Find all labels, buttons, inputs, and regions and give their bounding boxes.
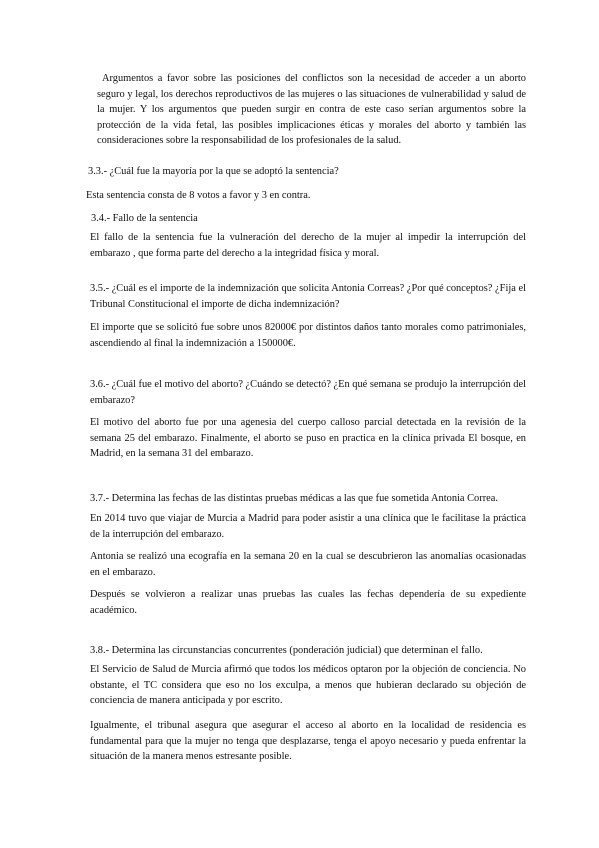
question-3-6: 3.6.- ¿Cuál fue el motivo del aborto? ¿Cuándo se detectó? ¿En qué semana se produjo la interrupción del embarazo?: [90, 379, 526, 406]
answer-3-4: El fallo de la sentencia fue la vulneración del derecho de la mujer al impedir la interrupción del embarazo , que forma parte del derecho a la integridad física y moral.: [90, 232, 526, 259]
answer-3-5: El importe que se solicitó fue sobre unos 82000€ por distintos daños tanto morales como patrimoniales, ascendiendo al final la indemnización a 150000€.: [90, 322, 526, 349]
question-3-7: 3.7.- Determina las fechas de las distintas pruebas médicas a las que fue sometida Antonia Correa.: [90, 493, 498, 504]
answer-3-7-paragraph-3: Después se volvieron a realizar unas pruebas las cuales las fechas dependería de su expediente académico.: [90, 589, 526, 616]
intro-paragraph: Argumentos a favor sobre las posiciones del conflictos son la necesidad de acceder a un aborto seguro y legal, los derechos reproductivos de las mujeres o las situaciones de vulnerabilidad y salud de la mujer. Y los argumentos que pueden surgir en contra de este caso serían argumentos sobre la protección de la vida fetal, las posibles implicaciones éticas y morales del aborto y también las consideraciones sobre la responsabilidad de los profesionales de la salud.: [97, 73, 526, 146]
answer-3-3: Esta sentencia consta de 8 votos a favor y 3 en contra.: [86, 190, 311, 201]
answer-3-8-paragraph-2: Igualmente, el tribunal asegura que asegurar el acceso al aborto en la localidad de residencia es fundamental para que la mujer no tenga que desplazarse, tenga el apoyo necesario y pueda enfrentar la situación de la manera menos estresante posible.: [90, 720, 526, 762]
question-3-3: 3.3.- ¿Cuál fue la mayoría por la que se adoptó la sentencia?: [88, 166, 339, 177]
heading-3-4: 3.4.- Fallo de la sentencia: [91, 213, 198, 224]
answer-3-7-paragraph-1: En 2014 tuvo que viajar de Murcia a Madrid para poder asistir a una clínica que le facilitase la práctica de la interrupción del embarazo.: [90, 513, 526, 540]
answer-3-6: El motivo del aborto fue por una agenesia del cuerpo calloso parcial detectada en la revisión de la semana 25 del embarazo. Finalmente, el aborto se puso en practica en la clínica privada El bosque, en Madrid, en la semana 31 del embarazo.: [90, 417, 526, 459]
question-3-5: 3.5.- ¿Cuál es el importe de la indemnización que solicita Antonia Correas? ¿Por qué conceptos? ¿Fija el Tribunal Constitucional el importe de dicha indemnización?: [90, 283, 526, 310]
question-3-8: 3.8.- Determina las circunstancias concurrentes (ponderación judicial) que determinan el fallo.: [90, 645, 483, 656]
answer-3-8-paragraph-1: El Servicio de Salud de Murcia afirmó que todos los médicos optaron por la objeción de conciencia. No obstante, el TC considera que eso no los exculpa, a menos que hubieran declarado su objeción de conciencia de manera anticipada y por escrito.: [90, 664, 526, 706]
answer-3-7-paragraph-2: Antonia se realizó una ecografía en la semana 20 en la cual se descubrieron las anomalías ocasionadas en el embarazo.: [90, 551, 526, 578]
